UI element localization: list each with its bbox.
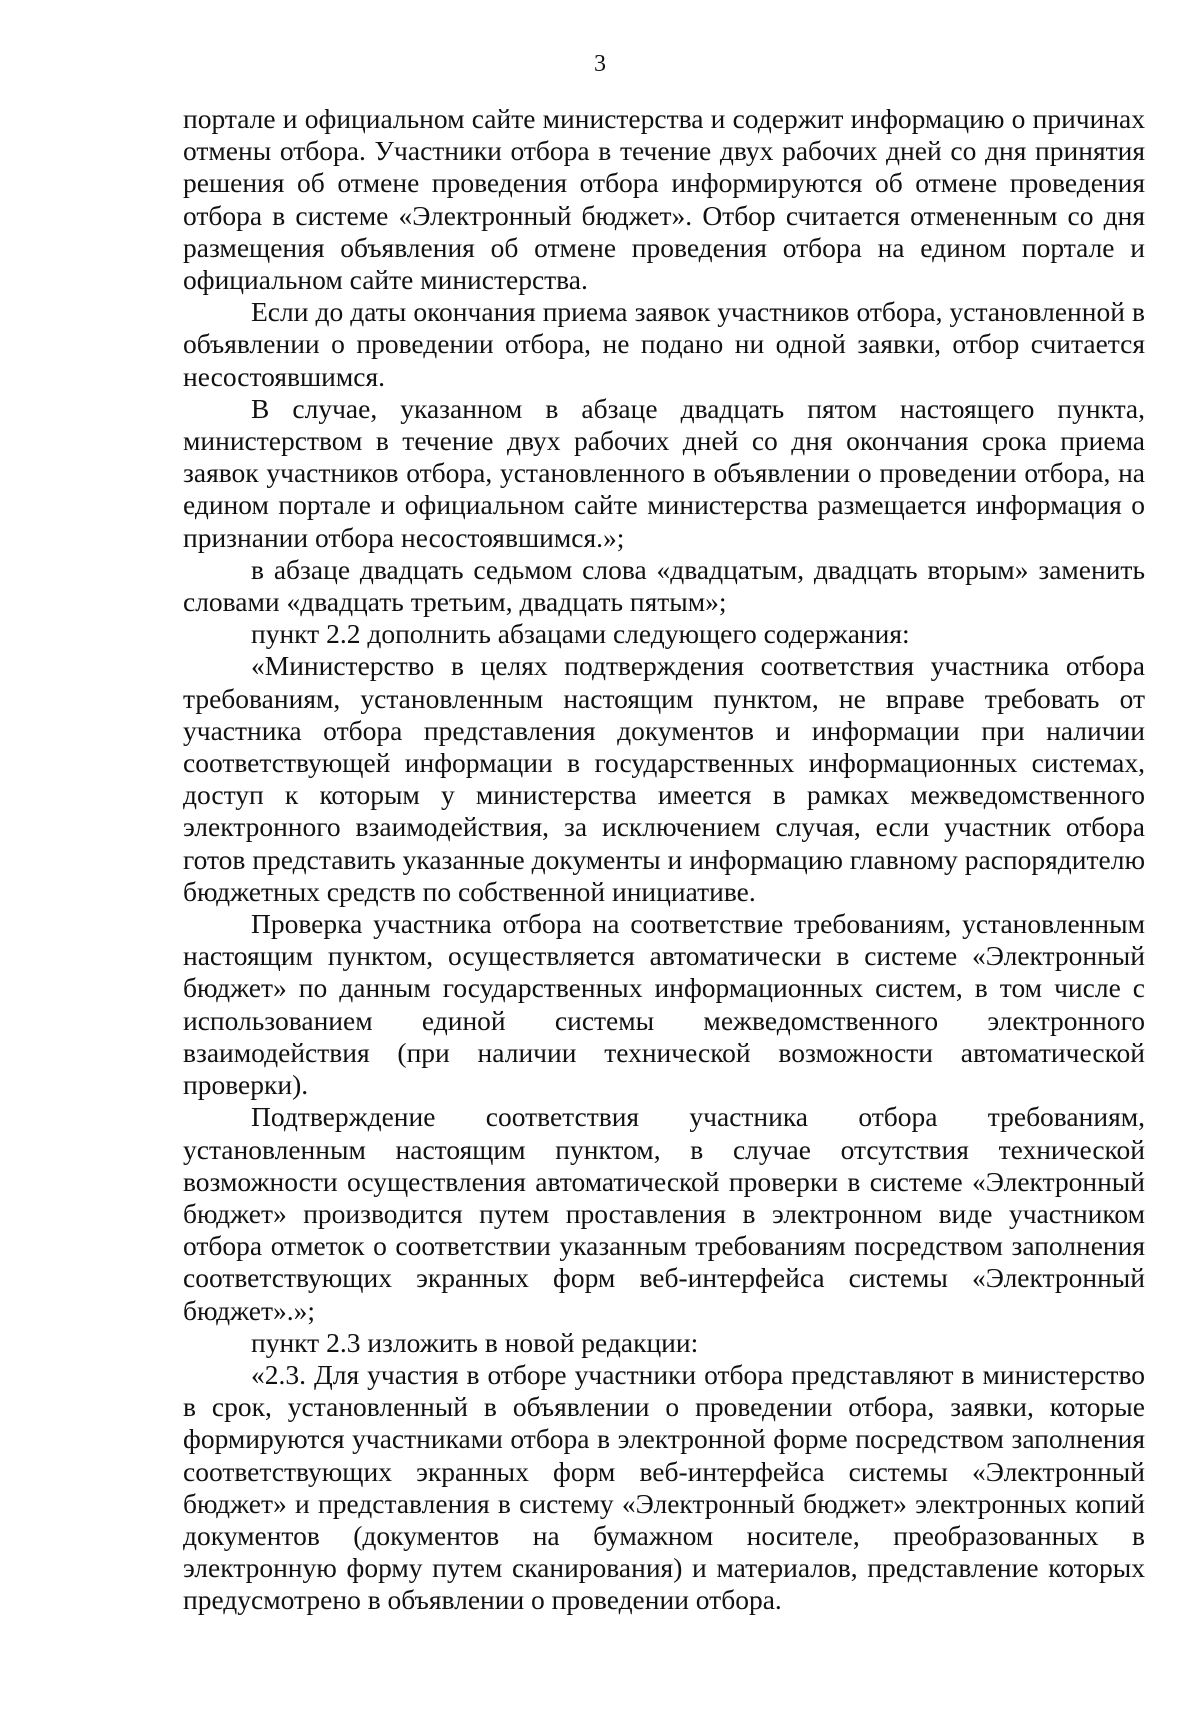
paragraph: пункт 2.2 дополнить абзацами следующего содержания: xyxy=(251,618,910,650)
paragraph: Подтверждение соответствия участника отбора требованиям, установленным настоящим пунктом, в случае отсутствия технической возможности осуществления автоматической проверки в системе «Электронный бюджет» производится путем проставления в электронном виде участником отбора отметок о соответствии указанным требованиям посредством заполнения соответствующих экранных форм веб-интерфейса системы «Электронный бюджет».»; xyxy=(183,1101,1145,1326)
paragraph: Если до даты окончания приема заявок участников отбора, установленной в объявлении о проведении отбора, не подано ни одной заявки, отбор считается несостоявшимся. xyxy=(183,296,1145,392)
paragraph: «2.3. Для участия в отборе участники отбора представляют в министерство в срок, установленный в объявлении о проведении отбора, заявки, которые формируются участниками отбора в электронной форме посредством заполнения соответствующих экранных форм веб-интерфейса системы «Электронный бюджет» и представления в систему «Электронный бюджет» электронных копий документов (документов на бумажном носителе, преобразованных в электронную форму путем сканирования) и материалов, представление которых предусмотрено в объявлении о проведении отбора. xyxy=(183,1358,1145,1616)
paragraph: «Министерство в целях подтверждения соответствия участника отбора требованиям, установленным настоящим пунктом, не вправе требовать от участника отбора представления документов и информации при наличии соответствующей информации в государственных информационных системах, доступ к которым у министерства имеется в рамках межведомственного электронного взаимодействия, за исключением случая, если участник отбора готов представить указанные документы и информацию главному распорядителю бюджетных средств по собственной инициативе. xyxy=(183,650,1145,907)
paragraph: Проверка участника отбора на соответствие требованиям, установленным настоящим пунктом, осуществляется автоматически в системе «Электронный бюджет» по данным государственных информационных систем, в том числе с использованием единой системы межведомственного электронного взаимодействия (при наличии технической возможности автоматической проверки). xyxy=(183,908,1145,1101)
document-body xyxy=(183,103,1145,1617)
page-number: 3 xyxy=(594,51,606,77)
paragraph: В случае, указанном в абзаце двадцать пятом настоящего пункта, министерством в течение двух рабочих дней со дня окончания срока приема заявок участников отбора, установленного в объявлении о проведении отбора, на едином портале и официальном сайте министерства размещается информация о признании отбора несостоявшимся.»; xyxy=(183,392,1145,553)
paragraph: пункт 2.3 изложить в новой редакции: xyxy=(251,1326,699,1358)
paragraph: в абзаце двадцать седьмом слова «двадцатым, двадцать вторым» заменить словами «двадцать третьим, двадцать пятым»; xyxy=(183,553,1145,618)
paragraph: портале и официальном сайте министерства и содержит информацию о причинах отмены отбора. Участники отбора в течение двух рабочих дней со дня принятия решения об отмене проведения отбора информируются об отмене проведения отбора в системе «Электронный бюджет». Отбор считается отмененным со дня размещения объявления об отмене проведения отбора на едином портале и официальном сайте министерства. xyxy=(183,103,1145,296)
